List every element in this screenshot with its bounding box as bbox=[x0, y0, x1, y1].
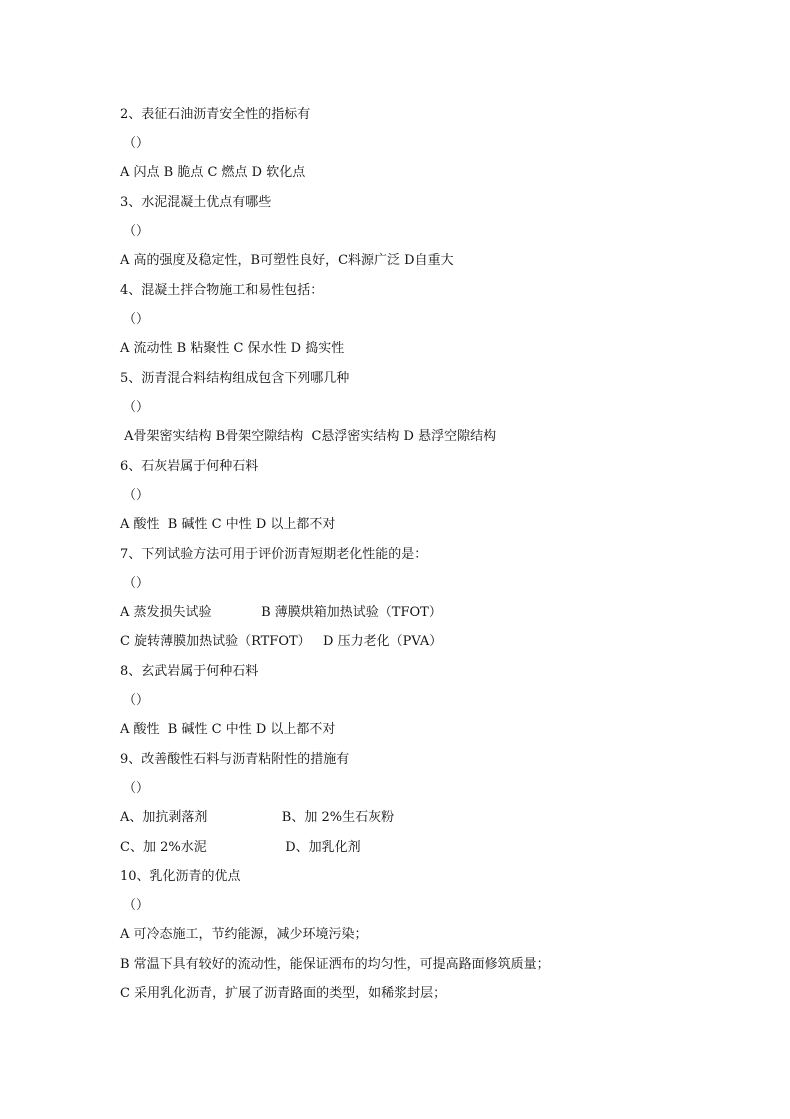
question-5-title: 5、沥青混合料结构组成包含下列哪几种 bbox=[120, 371, 350, 386]
question-10-option-a: A 可冷态施工，节约能源，减少环境污染； bbox=[120, 927, 368, 942]
question-9-title: 9、改善酸性石料与沥青粘附性的措施有 bbox=[120, 752, 350, 767]
question-9-options-row-1: A、加抗剥落剂 B、加 2%生石灰粉 bbox=[120, 810, 395, 825]
question-7-title: 7、下列试验方法可用于评价沥青短期老化性能的是： bbox=[120, 547, 428, 562]
question-8-options: A 酸性 B 碱性 C 中性 D 以上都不对 bbox=[120, 722, 336, 737]
question-10-title: 10、乳化沥青的优点 bbox=[120, 869, 241, 884]
question-10-option-c: C 采用乳化沥青，扩展了沥青路面的类型，如稀浆封层； bbox=[120, 986, 447, 1001]
question-3-blank: （） bbox=[123, 224, 150, 239]
question-7-blank: （） bbox=[123, 576, 150, 591]
question-2-blank: （） bbox=[123, 136, 150, 151]
question-7-options-row-1: A 蒸发损失试验 B 薄膜烘箱加热试验（TFOT） bbox=[120, 605, 442, 620]
question-9-blank: （） bbox=[123, 781, 150, 796]
question-10-blank: （） bbox=[123, 898, 150, 913]
question-9-options-row-2: C、加 2%水泥 D、加乳化剂 bbox=[120, 840, 361, 855]
question-4-options: A 流动性 B 粘聚性 C 保水性 D 捣实性 bbox=[120, 341, 345, 356]
question-5-blank: （） bbox=[123, 400, 150, 415]
question-6-blank: （） bbox=[123, 488, 150, 503]
question-2-options: A 闪点 B 脆点 C 燃点 D 软化点 bbox=[120, 165, 306, 180]
question-4-blank: （） bbox=[123, 312, 150, 327]
question-4-title: 4、混凝土拌合物施工和易性包括： bbox=[120, 283, 324, 298]
question-6-options: A 酸性 B 碱性 C 中性 D 以上都不对 bbox=[120, 517, 336, 532]
question-3-options: A 高的强度及稳定性，B可塑性良好，C料源广泛 D自重大 bbox=[120, 253, 454, 268]
question-8-title: 8、玄武岩属于何种石料 bbox=[120, 664, 259, 679]
question-6-title: 6、石灰岩属于何种石料 bbox=[120, 459, 259, 474]
question-7-options-row-2: C 旋转薄膜加热试验（RTFOT） D 压力老化（PVA） bbox=[120, 634, 443, 649]
question-10-option-b: B 常温下具有较好的流动性，能保证洒布的均匀性，可提高路面修筑质量； bbox=[120, 957, 550, 972]
question-3-title: 3、水泥混凝土优点有哪些 bbox=[120, 195, 272, 210]
question-8-blank: （） bbox=[123, 693, 150, 708]
question-5-options: A骨架密实结构 B骨架空隙结构 C悬浮密实结构 D 悬浮空隙结构 bbox=[120, 429, 497, 444]
question-2-title: 2、表征石油沥青安全性的指标有 bbox=[120, 107, 311, 122]
